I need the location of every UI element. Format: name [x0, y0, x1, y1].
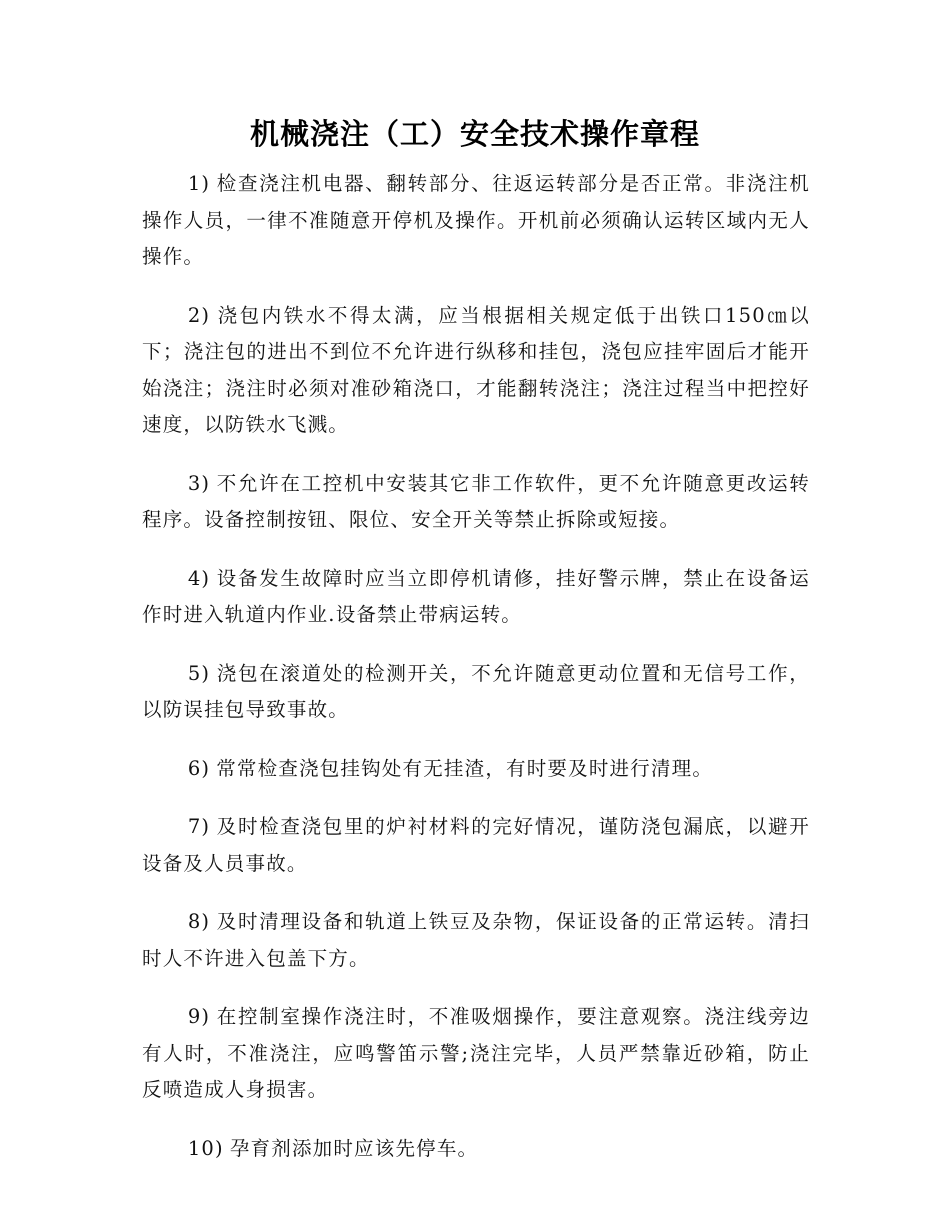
paragraph-number: 7) [187, 815, 211, 838]
paragraph-1 [142, 166, 810, 276]
paragraph-number: 8) [187, 910, 211, 933]
paragraph-text: 浇包在滚道处的检测开关，不允许随意更动位置和无信号工作，以防误挂包导致事故。 [142, 661, 810, 721]
paragraph-text: 浇包内铁水不得太满，应当根据相关规定低于出铁口150㎝以下；浇注包的进出不到位不允许进行纵移和挂包，浇包应挂牢固后才能开始浇注；浇注时必须对准砂箱浇口，才能翻转浇注；浇注过程当中把控好速度，以防铁水飞溅。 [142, 303, 810, 436]
paragraph-number: 5) [187, 661, 211, 685]
document-title: 机械浇注（工）安全技术操作章程 [249, 117, 700, 151]
paragraph-number: 4) [187, 566, 211, 590]
document-body [142, 166, 810, 1189]
paragraph-text: 在控制室操作浇注时，不准吸烟操作，要注意观察。浇注线旁边有人时，不准浇注，应鸣警笛示警;浇注完毕，人员严禁靠近砂箱，防止反喷造成人身损害。 [142, 1005, 810, 1101]
paragraph-6 [142, 751, 810, 788]
paragraph-number: 9) [187, 1005, 211, 1028]
paragraph-number: 3) [187, 471, 211, 495]
paragraph-number: 1) [187, 172, 211, 195]
paragraph-number: 6) [187, 756, 211, 780]
paragraph-3 [142, 466, 810, 539]
paragraph-number: 10) [187, 1136, 224, 1160]
paragraph-text: 不允许在工控机中安装其它非工作软件，更不允许随意更改运转程序。设备控制按钮、限位、安全开关等禁止拆除或短接。 [142, 471, 810, 531]
paragraph-text: 及时清理设备和轨道上铁豆及杂物，保证设备的正常运转。清扫时人不许进入包盖下方。 [142, 910, 810, 970]
paragraph-2 [142, 298, 810, 444]
paragraph-5 [142, 656, 810, 729]
paragraph-4 [142, 561, 810, 634]
paragraph-9 [142, 999, 810, 1109]
paragraph-8 [142, 904, 810, 977]
paragraph-text: 及时检查浇包里的炉衬材料的完好情况，谨防浇包漏底，以避开设备及人员事故。 [142, 815, 810, 875]
paragraph-7 [142, 809, 810, 882]
paragraph-text: 常常检查浇包挂钩处有无挂渣，有时要及时进行清理。 [216, 756, 714, 780]
paragraph-text: 设备发生故障时应当立即停机请修，挂好警示牌，禁止在设备运作时进入轨道内作业.设备禁止带病运转。 [142, 566, 810, 626]
paragraph-number: 2) [187, 303, 211, 327]
paragraph-text: 孕育剂添加时应该先停车。 [229, 1136, 479, 1160]
paragraph-text: 检查浇注机电器、翻转部分、往返运转部分是否正常。非浇注机操作人员，一律不准随意开停机及操作。开机前必须确认运转区域内无人操作。 [142, 172, 810, 268]
paragraph-10 [142, 1131, 810, 1168]
